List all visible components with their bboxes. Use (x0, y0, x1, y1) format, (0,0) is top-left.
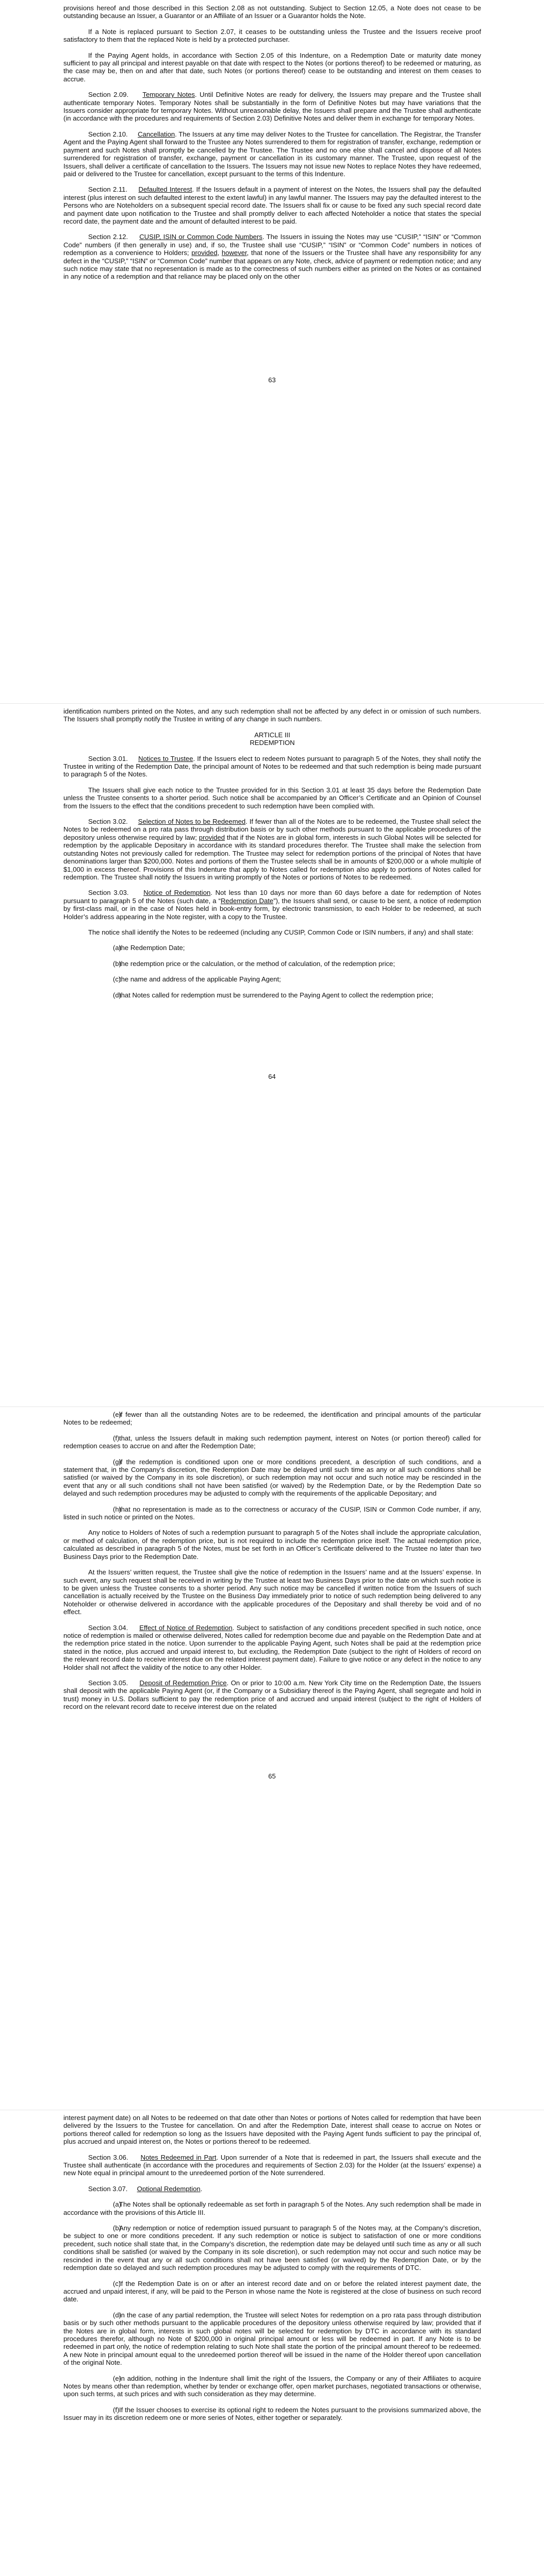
item-label: (e) (113, 1411, 122, 1418)
section-body: . If the Issuers default in a payment of interest on the Notes, the Issuers shall pay the defaulted interest (plus interest on such defaulted interest to the extent lawful) in any lawful manner. The Issuers may pay the defaulted interest to the Persons who are Noteholders on a subsequent special record date. The Issuers shall fix or cause to be fixed any such special record date and payment date upon notification to the Trustee and shall promptly deliver to each affected Noteholder a notice that states the special record date, the payment date and the amount of defaulted interest to be paid. (63, 185, 481, 225)
page-number: 64 (268, 1073, 276, 1080)
item-label: (f) (113, 1434, 120, 1442)
item-text: If the Redemption Date is on or after an interest record date and on or before the related interest payment date, the accrued and unpaid interest, if any, will be paid to the Person in whose name the Note is registered at the close of business on such record date. (63, 2279, 481, 2303)
section-body: . If the Issuers elect to redeem Notes pursuant to paragraph 5 of the Notes, they shall notify the Trustee in writing of the Redemption Date, the principal amount of Notes to be redeemed and that such redemption is being made pursuant to paragraph 5 of the Notes. (63, 754, 481, 778)
list-item (63, 1505, 481, 1521)
item-label: (g) (113, 1458, 122, 1466)
item-label: (e) (113, 2374, 122, 2382)
item-label: (d) (113, 2311, 122, 2319)
page-66 (0, 2110, 544, 2576)
however-term: however (221, 249, 247, 257)
section-number: Section 3.03. (88, 889, 129, 897)
section-title: Notes Redeemed in Part (140, 2153, 217, 2161)
section-body: . On or prior to 10:00 a.m. New York City time on the Redemption Date, the Issuers shall deposit with the applicable Paying Agent (or, if the Company or a Subsidiary thereof is the Paying Agent, shall segregate and hold in trust) money in U.S. Dollars sufficient to pay the redemption price of and accrued and unpaid interest (subject to the right of Holders of record on the relevant record date to receive interest due on the related (63, 1679, 481, 1711)
section-number: Section 3.07. (88, 2184, 128, 2193)
list-item (63, 1458, 481, 1498)
section-number: Section 2.10. (88, 130, 128, 138)
paragraph: interest payment date) on all Notes to be redeemed on that date other than Notes or portions of Notes called for redemption that have been delivered by the Issuers to the Trustee for cancellation. On and after the Redemption Date, interest shall cease to accrue on Notes or portions thereof called for redemption so long as the Issuers have deposited with the Paying Agent funds sufficient to pay the principal of, plus accrued and unpaid interest on, the Notes or portions thereof to be redeemed. (63, 2114, 481, 2146)
page-64-content (63, 707, 481, 1007)
section-body: . Not less than 10 days nor more than 60 days before a date for redemption of Notes pursuant to paragraph 5 of the Notes (such date, a “ (63, 889, 481, 905)
page-number: 65 (268, 1772, 276, 1780)
list-item (63, 1434, 481, 1450)
section-2-12 (63, 233, 481, 280)
section-number: Section 2.11. (88, 185, 128, 194)
item-text: The Notes shall be optionally redeemable as set forth in paragraph 5 of the Notes. Any such redemption shall be made in accordance with the provisions of this Article III. (63, 2200, 481, 2216)
list-item (63, 944, 481, 952)
provided-term: provided (199, 833, 225, 841)
page-64 (0, 703, 544, 1406)
paragraph: Any notice to Holders of Notes of such a redemption pursuant to paragraph 5 of the Notes shall include the appropriate calculation, or method of calculation, of the redemption price, but is not required to include the redemption price itself. The actual redemption price, calculated as described in paragraph 5 of the Notes, must be set forth in an Officer’s Certificate delivered to the Trustee no later than two Business Days prior to the Redemption Date. (63, 1529, 481, 1561)
section-3-07 (63, 2185, 481, 2193)
section-3-03 (63, 889, 481, 921)
list-item (63, 2406, 481, 2422)
section-number: Section 3.02. (88, 818, 128, 826)
section-number: Section 3.04. (88, 1623, 128, 1632)
section-body: . Subject to satisfaction of any conditions precedent specified in such notice, once notice of redemption is mailed or otherwise delivered, Notes called for redemption become due and payable on the Redemption Date and at the redemption price stated in the notice. Upon surrender to the applicable Paying Agent, such Notes shall be paid at the redemption price stated in the notice, plus accrued and unpaid interest to, but excluding, the Redemption Date (subject to the right of Holders of record on the relevant record date to receive interest due on the related interest payment date). Failure to give notice or any defect in the notice to any Holder shall not affect the validity of the notice to any other Holder. (63, 1623, 481, 1671)
paragraph: The notice shall identify the Notes to be redeemed (including any CUSIP, Common Code or ISIN numbers, if any) and shall state: (88, 928, 474, 936)
item-text: that Notes called for redemption must be surrendered to the Paying Agent to collect the redemption price; (119, 991, 434, 999)
section-3-06 (63, 2154, 481, 2177)
section-body: . Until Definitive Notes are ready for delivery, the Issuers may prepare and the Trustee shall authenticate temporary Notes. Temporary Notes shall be substantially in the form of Definitive Notes but may have variations that the Issuers consider appropriate for temporary Notes. Without unreasonable delay, the Issuers shall prepare and the Trustee shall authenticate (in accordance with the procedures and requirements of Section 2.03) Definitive Notes and deliver them in exchange for temporary Notes. (63, 91, 481, 123)
section-body: ”), the Issuers shall send, or cause to be sent, a notice of redemption by first-class mail, or in the case of Notes held in book-entry form, by electronic transmission, to each Holder to be redeemed, at such Holder’s address appearing in the Note register, with a copy to the Trustee. (63, 896, 481, 921)
section-title: Effect of Notice of Redemption (139, 1623, 233, 1632)
section-title: Optional Redemption (137, 2184, 201, 2193)
paragraph: At the Issuers’ written request, the Trustee shall give the notice of redemption in the Issuers’ name and at the Issuers’ expense. In such event, any such request shall be received in writing by the Trustee at least two Business Days prior to the date on which such notice is to be given unless the Trustee consents to a shorter period. Any such notice may be cancelled if written notice from the Issuers of such cancellation is actually received by the Trustee on the Business Day immediately prior to notice of such redemption being delivered to any Noteholder or otherwise delivered in accordance with the applicable procedures of the Depositary and shall thereby be void and of no effect. (63, 1568, 481, 1616)
section-3-02 (63, 818, 481, 881)
item-text: the name and address of the applicable Paying Agent; (119, 975, 281, 984)
paragraph: If the Paying Agent holds, in accordance with Section 2.05 of this Indenture, on a Redemption Date or maturity date money sufficient to pay all principal and interest payable on that date with respect to the Notes (or portions thereof) to be redeemed or maturing, as the case may be, then on and after that date, such Notes (or portions thereof) cease to be outstanding and interest on them ceases to accrue. (63, 51, 481, 83)
paragraph: provisions hereof and those described in this Section 2.08 as not outstanding. Subject to Section 12.05, a Note does not cease to be outstanding because an Issuer, a Guarantor or an Affiliate of an Issuer or a Guarantor holds the Note. (63, 4, 481, 20)
section-title: Selection of Notes to be Redeemed (138, 818, 246, 826)
page-63 (0, 0, 544, 703)
paragraph: identification numbers printed on the Notes, and any such redemption shall not be affected by any defect in or omission of such numbers. The Issuers shall promptly notify the Trustee in writing of any change in such numbers. (63, 707, 481, 723)
provided-term: provided (191, 249, 218, 257)
section-2-09 (63, 91, 481, 123)
paragraph: If a Note is replaced pursuant to Section 2.07, it ceases to be outstanding unless the Trustee and the Issuers receive proof satisfactory to them that the replaced Note is held by a protected purchaser. (63, 27, 481, 44)
section-title: Notice of Redemption (143, 889, 211, 897)
item-text: In the case of any partial redemption, the Trustee will select Notes for redemption on a pro rata pass through distribution basis or by such other methods pursuant to the applicable procedures of the depository unless otherwise required by law; provided that if the Notes are in global form, interests in such global notes will be selected for redemption by DTC in accordance with its standard procedures therefor, although no Note of $200,000 in original principal amount or less will be redeemed in part. If any Note is to be redeemed in part only, the notice of redemption relating to such Note shall state the portion of the principal amount thereof to be redeemed. A new Note in principal amount equal to the unredeemed portion thereof will be issued in the name of the Holder thereof upon cancellation of the original Note. (63, 2311, 481, 2367)
item-label: (h) (113, 1505, 122, 1513)
section-3-01 (63, 755, 481, 778)
page-66-content (63, 2114, 481, 2430)
item-text: If the Issuer chooses to exercise its optional right to redeem the Notes pursuant to the provisions summarized above, the Issuer may in its discretion redeem one or more series of Notes, either together or separately. (63, 2405, 481, 2422)
list-item (63, 2375, 481, 2398)
section-2-11 (63, 185, 481, 225)
section-3-04 (63, 1624, 481, 1671)
section-body: . The Issuers at any time may deliver Notes to the Trustee for cancellation. The Registrar, the Transfer Agent and the Paying Agent shall forward to the Trustee any Notes surrendered to them for registration of transfer, exchange, redemption or payment and such Notes shall promptly be cancelled by the Trustee. The Trustee and no one else shall cancel and dispose of all Notes surrendered for registration of transfer, exchange, payment or cancellation in its customary manner. The Trustee, upon request of the Issuers, shall deliver a certificate of cancellation to the Issuers. The Issuers may not issue new Notes to replace Notes they have redeemed, paid or delivered to the Trustee for cancellation, except pursuant to the terms of this Indenture. (63, 130, 481, 178)
section-body: . The Issuers in issuing the Notes may use “CUSIP,” “ISIN” or “Common Code” numbers (if then generally in use) and, if so, the Trustee shall use “CUSIP,” “ISIN” or “Common Code” numbers in notices of redemption as a convenience to Holders; (63, 233, 481, 257)
item-text: Any redemption or notice of redemption issued pursuant to paragraph 5 of the Notes may, at the Company’s discretion, be subject to one or more conditions precedent. If any such redemption or notice is subject to satisfaction of one or more conditions precedent, such notice shall state that, in the Company’s discretion, the redemption date may be delayed until such time as any or all such conditions shall be satisfied (or waived by the Company in its sole discretion), or such redemption may not occur and such notice may be rescinded in the event that any or all such conditions shall not have been satisfied (or waived) by the Redemption Date, or by the redemption date so delayed and such redemption procedures may be adjusted to comply with the requirements of DTC. (63, 2224, 481, 2272)
item-label: (b) (113, 2224, 122, 2232)
section-title: Defaulted Interest (138, 185, 192, 194)
section-number: Section 2.09. (88, 91, 129, 99)
item-text: that, unless the Issuers default in making such redemption payment, interest on Notes (or portion thereof) called for redemption ceases to accrue on and after the Redemption Date; (63, 1434, 481, 1450)
article-title: REDEMPTION (250, 739, 295, 747)
item-text: the Redemption Date; (119, 944, 185, 952)
list-item (63, 2311, 481, 2367)
list-item (63, 960, 481, 968)
section-number: Section 3.05. (88, 1679, 128, 1687)
section-number: Section 3.01. (88, 754, 128, 762)
section-body: . If fewer than all of the Notes are to be redeemed, the Trustee shall select the Notes to be redeemed on a pro rata pass through distribution basis or by such other methods pursuant to the applicable procedures of the depository unless otherwise required by law; (63, 818, 481, 841)
defined-term: Redemption Date (220, 896, 274, 905)
comma: , (217, 249, 222, 257)
item-label: (f) (113, 2405, 120, 2414)
item-text: the redemption price or the calculation, or the method of calculation, of the redemption price; (119, 959, 395, 968)
item-text: that no representation is made as to the correctness or accuracy of the CUSIP, ISIN or Common Code number, if any, listed in such notice or printed on the Notes. (63, 1505, 481, 1521)
list-item (63, 975, 481, 983)
section-title: Temporary Notes (142, 91, 195, 99)
item-label: (c) (113, 975, 121, 984)
list-item (63, 2280, 481, 2303)
section-body: , that none of the Issuers or the Trustee shall have any responsibility for any defect in the “CUSIP,” “ISIN” or “Common Code” number that appears on any Note, check, advice of payment or redemption notice; and any such notice may state that no representation is made as to the correctness of such numbers either as printed on the Notes or as contained in any notice of a redemption and that reliance may be placed only on the other (63, 249, 481, 281)
section-body: that if the Notes are in global form, interests in such Global Notes will be selected for redemption by the applicable Depositary in accordance with its standard procedures therefor. The Trustee shall make the selection from outstanding Notes not previously called for redemption. The Trustee may select for redemption portions of the principal of Notes that have denominations larger than $200,000. Notes and portions of them the Trustee selects shall be in amounts of $200,000 or a whole multiple of $1,000 in excess thereof. Provisions of this Indenture that apply to Notes called for redemption also apply to portions of Notes called for redemption. The Trustee shall notify the Issuers in writing promptly of the Notes or portions of Notes to be redeemed. (63, 833, 482, 881)
section-body: . Upon surrender of a Note that is redeemed in part, the Issuers shall execute and the Trustee shall authenticate (in accordance with the procedures and requirements of Section 2.03) for the Holder (at the Issuers’ expense) a new Note equal in principal amount to the unredeemed portion of the Note surrendered. (63, 2153, 481, 2177)
item-label: (a) (113, 2200, 122, 2209)
section-3-05 (63, 1679, 481, 1711)
item-label: (c) (113, 2279, 121, 2287)
list-item (63, 2200, 481, 2216)
section-number: Section 3.06. (88, 2153, 128, 2161)
page-65 (0, 1406, 544, 2110)
article-heading: ARTICLE III (254, 731, 290, 739)
section-number: Section 2.12. (88, 233, 128, 241)
page-number: 63 (268, 376, 276, 384)
section-title: Cancellation (138, 130, 175, 138)
page-65-content (63, 1411, 481, 1719)
item-label: (d) (113, 991, 122, 999)
item-text: if fewer than all the outstanding Notes are to be redeemed, the identification and principal amounts of the particular Notes to be redeemed; (63, 1411, 481, 1427)
section-title: Deposit of Redemption Price (139, 1679, 227, 1687)
page-63-content (63, 4, 481, 289)
paragraph: The Issuers shall give each notice to the Trustee provided for in this Section 3.01 at least 35 days before the Redemption Date unless the Trustee consents to a shorter period. Such notice shall be accompanied by an Officer’s Certificate and an Opinion of Counsel from the Issuers to the effect that the conditions precedent to such redemption have been complied with. (63, 786, 481, 810)
list-item (63, 2224, 481, 2272)
section-2-10 (63, 130, 481, 178)
section-body: . (200, 2184, 203, 2193)
item-text: In addition, nothing in the Indenture shall limit the right of the Issuers, the Company or any of their Affiliates to acquire Notes by means other than redemption, whether by tender or exchange offer, open market purchases, negotiated transactions or otherwise, upon such terms, at such prices and with such consideration as they may determine. (63, 2374, 481, 2398)
list-item (63, 1411, 481, 1427)
section-title: CUSIP, ISIN or Common Code Numbers (139, 233, 262, 241)
item-label: (a) (113, 944, 122, 952)
list-item (63, 991, 481, 999)
item-text: if the redemption is conditioned upon one or more conditions precedent, a description of such conditions, and a statement that, in the Company’s discretion, the Redemption Date may be delayed until such time as any or all such conditions shall be satisfied (or waived by the Company in its sole discretion), or such redemption may not occur and such notice may be rescinded in the event that any or all such conditions shall not have been satisfied (or waived) by the Redemption Date, or by the Redemption Date so delayed and such redemption procedures may be adjusted to comply with the requirements of the applicable Depositary; and (63, 1458, 481, 1498)
section-title: Notices to Trustee (138, 754, 193, 762)
item-label: (b) (113, 959, 122, 968)
